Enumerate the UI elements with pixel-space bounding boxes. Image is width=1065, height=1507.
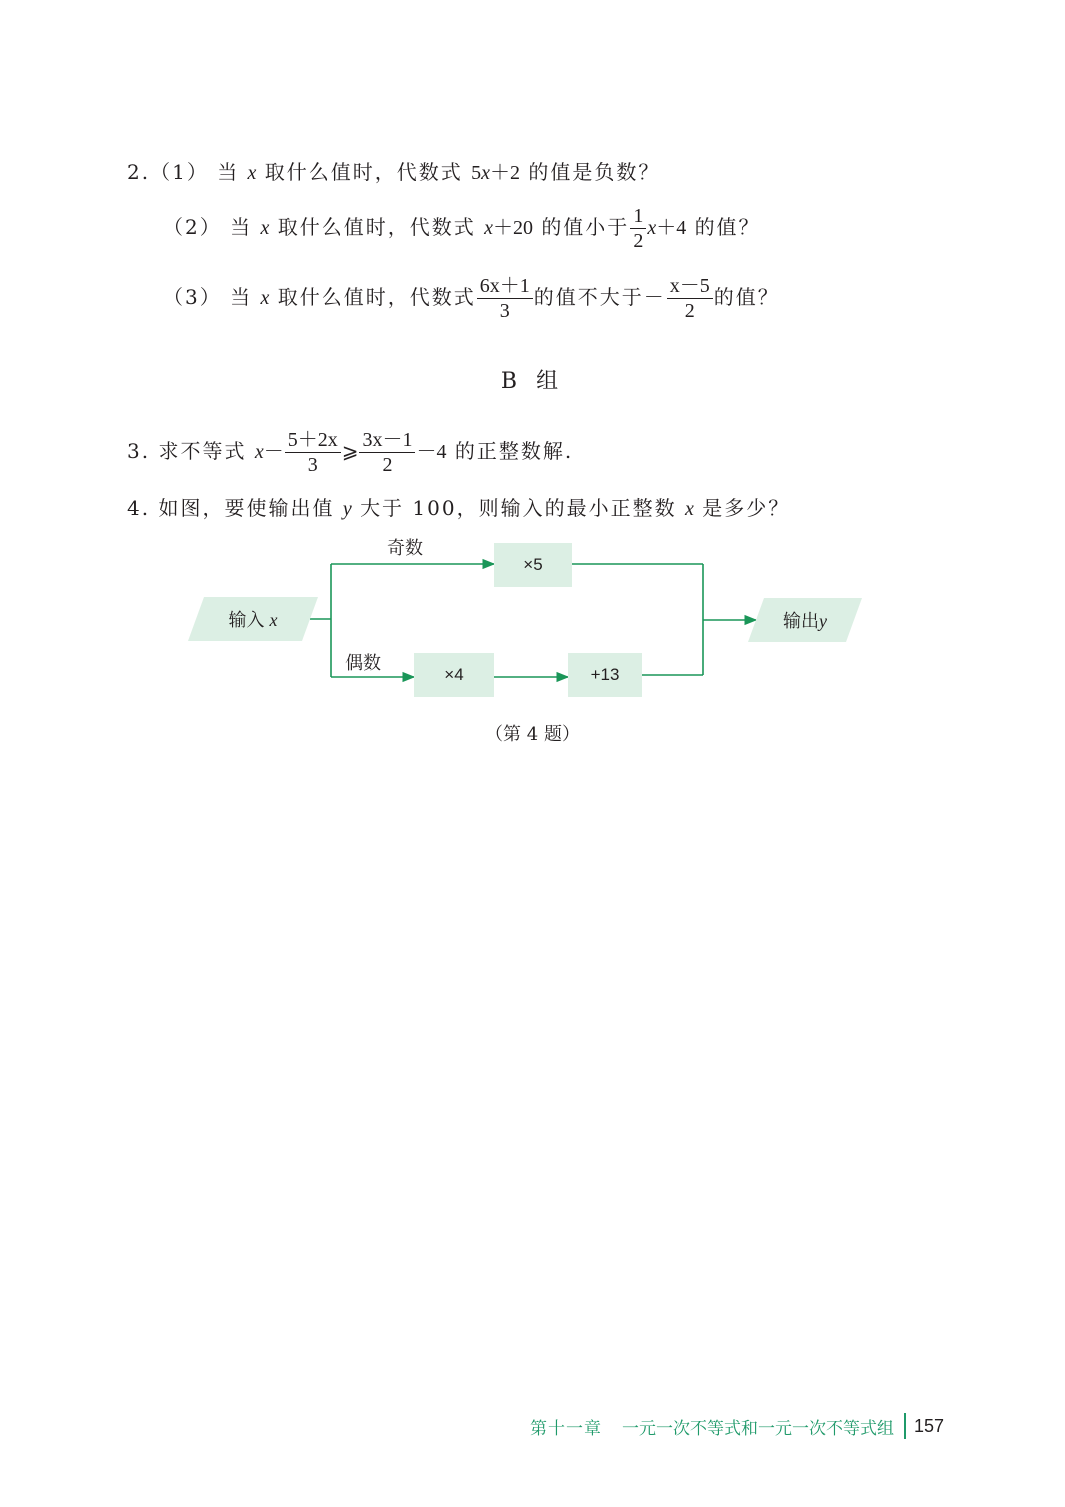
footer-chapter-title: 一元一次不等式和一元一次不等式组 <box>622 1418 894 1438</box>
fraction-6x-plus-1-over-3: $\frac{6x+1}{3}$ <box>477 274 533 323</box>
problem-4: 4. 如图，要使输出值 y 大于 100，则输入的最小正整数 x 是多少？ <box>127 496 791 520</box>
page-number: 157 <box>914 1415 945 1436</box>
multiply-by-5-box: ×5 <box>494 543 572 587</box>
problem-3: 3. 求不等式 x－ $\frac{5+2x}{3}$ ⩾ $\frac{3x-1}{2}$ －4 的正整数解. <box>127 429 574 476</box>
even-branch-label: 偶数 <box>345 653 381 673</box>
problem-number: 2. <box>127 160 151 184</box>
problem-2-part-1: 2.（1） 当 x 取什么值时，代数式 5x＋2 的值是负数？ <box>127 160 661 184</box>
problem-2-part-3: （3） 当 x 取什么值时，代数式 $\frac{6x+1}{3}$ 的值不大于－ $\frac{x-5}{2}$ 的值？ <box>163 275 780 322</box>
add-13-box: +13 <box>568 653 642 697</box>
problem-2-part-2: （2） 当 x 取什么值时，代数式 x＋20 的值小于 $\frac{1}{2}$ x＋4 的值？ <box>163 205 761 252</box>
problem-number: 3. <box>127 439 151 463</box>
odd-branch-label: 奇数 <box>387 538 423 558</box>
page-footer <box>530 1413 944 1439</box>
group-b-heading: B 组 <box>500 369 565 394</box>
figure-caption: （第 4 题） <box>485 724 580 745</box>
footer-divider <box>904 1413 906 1439</box>
fraction-5-plus-2x-over-3: $\frac{5+2x}{3}$ <box>285 428 341 477</box>
footer-chapter: 第十一章 <box>530 1418 602 1438</box>
multiply-by-4-box: ×4 <box>414 653 494 697</box>
problem-number: 4. <box>127 496 151 520</box>
fraction-one-half: $\frac{1}{2}$ <box>630 204 646 253</box>
output-node: 输出y <box>756 598 854 642</box>
input-node: 输入 x <box>196 597 310 641</box>
fraction-3x-minus-1-over-2: $\frac{3x-1}{2}$ <box>359 428 415 477</box>
fraction-x-minus-5-over-2: $\frac{x-5}{2}$ <box>667 274 713 323</box>
